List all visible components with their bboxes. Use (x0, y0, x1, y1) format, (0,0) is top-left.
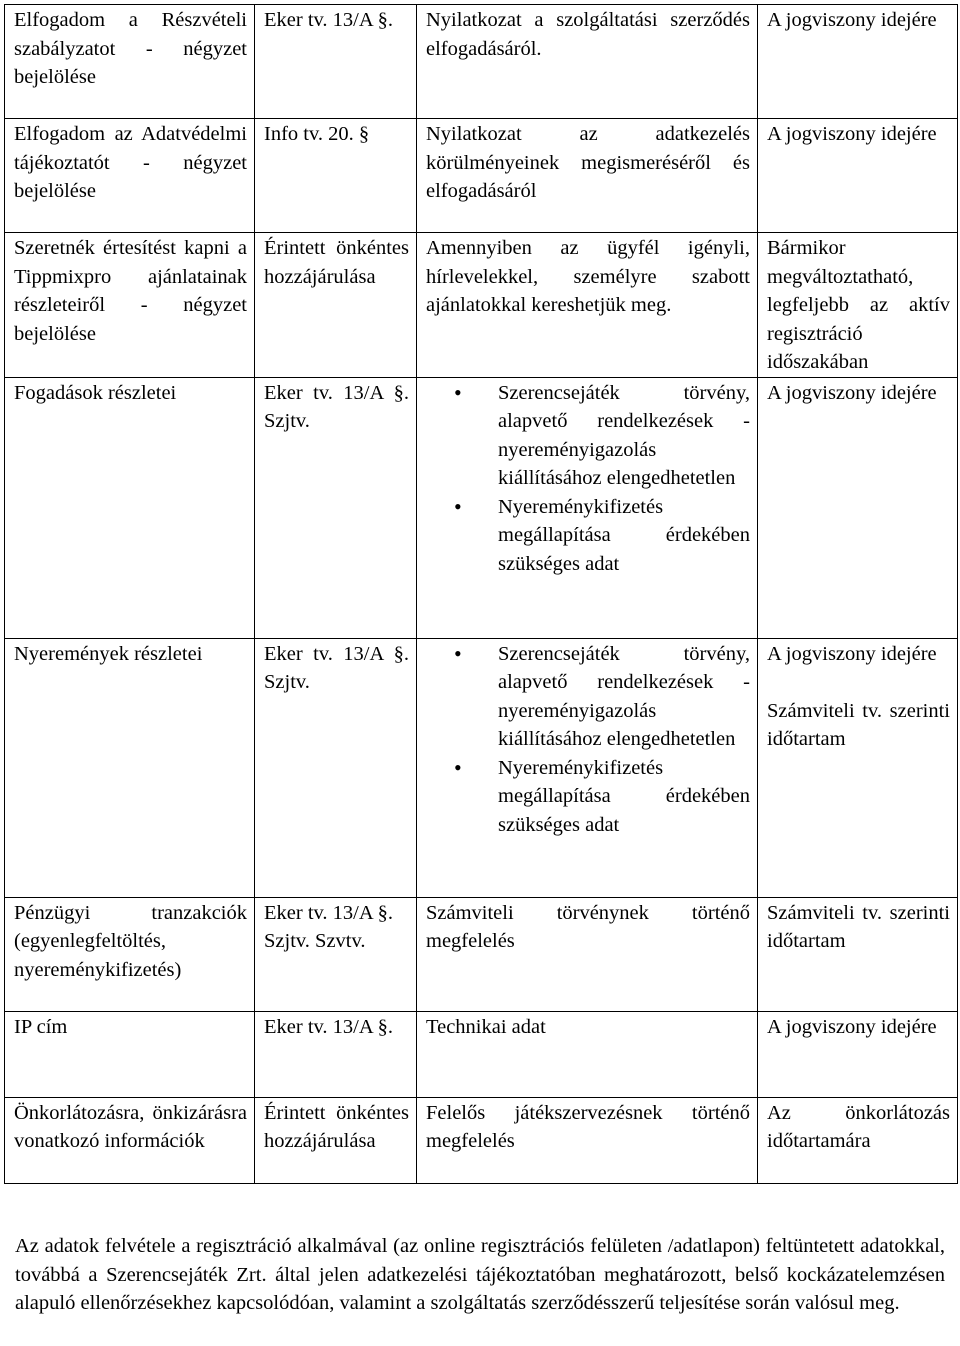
retention-cell: A jogviszony idejére Számviteli tv. szerinti időtartam (758, 638, 958, 897)
retention-cell: Bármikor megváltoztatható, legfeljebb az aktív regisztráció időszakában (758, 233, 958, 378)
retention-cell: A jogviszony idejére (758, 377, 958, 638)
table-row (5, 233, 958, 378)
table-row (5, 638, 958, 897)
legal-basis-cell: Eker tv. 13/A §. Szjtv. (255, 377, 417, 638)
retention-cell: A jogviszony idejére (758, 1011, 958, 1097)
legal-basis-cell: Eker tv. 13/A §. Szjtv. (255, 638, 417, 897)
purpose-cell: Amennyiben az ügyfél igényli, hírlevelekkel, személyre szabott ajánlatokkal kereshetjük meg. (417, 233, 758, 378)
table-row (5, 5, 958, 119)
legal-basis-cell: Info tv. 20. § (255, 119, 417, 233)
data-type-cell: Fogadások részletei (5, 377, 255, 638)
data-type-cell: Nyeremények részletei (5, 638, 255, 897)
list-item: • Szerencsejáték törvény, alapvető rendelkezések - nyereményigazolás kiállításához elengedhetetlen (498, 379, 750, 493)
list-item: • Nyereménykifizetés megállapítása érdekében szükséges adat (498, 754, 750, 840)
table-row (5, 377, 958, 638)
data-type-cell: Önkorlátozásra, önkizárásra vonatkozó információk (5, 1097, 255, 1183)
data-type-cell: Szeretnék értesítést kapni a Tippmixpro ajánlatainak részleteiről - négyzet bejelölése (5, 233, 255, 378)
legal-basis-cell: Érintett önkéntes hozzájárulása (255, 1097, 417, 1183)
purpose-cell: Nyilatkozat a szolgáltatási szerződés elfogadásáról. (417, 5, 758, 119)
retention-cell: Az önkorlátozás időtartamára (758, 1097, 958, 1183)
data-processing-table (4, 4, 958, 1184)
closing-paragraph: Az adatok felvétele a regisztráció alkalmával (az online regisztrációs felületen /adatlapon) feltüntetett adatokkal, továbbá a Szerencsejáték Zrt. által jelen adatkezelési tájékoztatóban meghatározott, belső kockázatelemzésen alapuló ellenőrzésekhez kapcsolódóan, valamint a szolgáltatás szerződésszerű teljesítése során valósul meg. (15, 1235, 945, 1314)
legal-basis-cell: Eker tv. 13/A §. (255, 1011, 417, 1097)
legal-basis-cell: Eker tv. 13/A §. (255, 5, 417, 119)
purpose-cell: Nyilatkozat az adatkezelés körülményeinek megismeréséről és elfogadásáról (417, 119, 758, 233)
purpose-cell (417, 377, 758, 638)
list-item: • Szerencsejáték törvény, alapvető rendelkezések - nyereményigazolás kiállításához elengedhetetlen (498, 640, 750, 754)
purpose-bullet-list (426, 379, 750, 579)
purpose-cell: Számviteli törvénynek történő megfelelés (417, 897, 758, 1011)
retention-cell: A jogviszony idejére (758, 5, 958, 119)
list-item: • Nyereménykifizetés megállapítása érdekében szükséges adat (498, 493, 750, 579)
purpose-bullet-list (426, 640, 750, 840)
purpose-cell: Technikai adat (417, 1011, 758, 1097)
data-type-cell: IP cím (5, 1011, 255, 1097)
purpose-cell: Felelős játékszervezésnek történő megfelelés (417, 1097, 758, 1183)
table-row (5, 1097, 958, 1183)
data-type-cell: Pénzügyi tranzakciók (egyenlegfeltöltés, nyereménykifizetés) (5, 897, 255, 1011)
retention-cell: A jogviszony idejére (758, 119, 958, 233)
table-row (5, 897, 958, 1011)
data-type-cell: Elfogadom az Adatvédelmi tájékoztatót - négyzet bejelölése (5, 119, 255, 233)
legal-basis-cell: Eker tv. 13/A §. Szjtv. Szvtv. (255, 897, 417, 1011)
retention-cell: Számviteli tv. szerinti időtartam (758, 897, 958, 1011)
purpose-cell (417, 638, 758, 897)
table-row (5, 1011, 958, 1097)
data-type-cell: Elfogadom a Részvételi szabályzatot - négyzet bejelölése (5, 5, 255, 119)
legal-basis-cell: Érintett önkéntes hozzájárulása (255, 233, 417, 378)
table-row (5, 119, 958, 233)
